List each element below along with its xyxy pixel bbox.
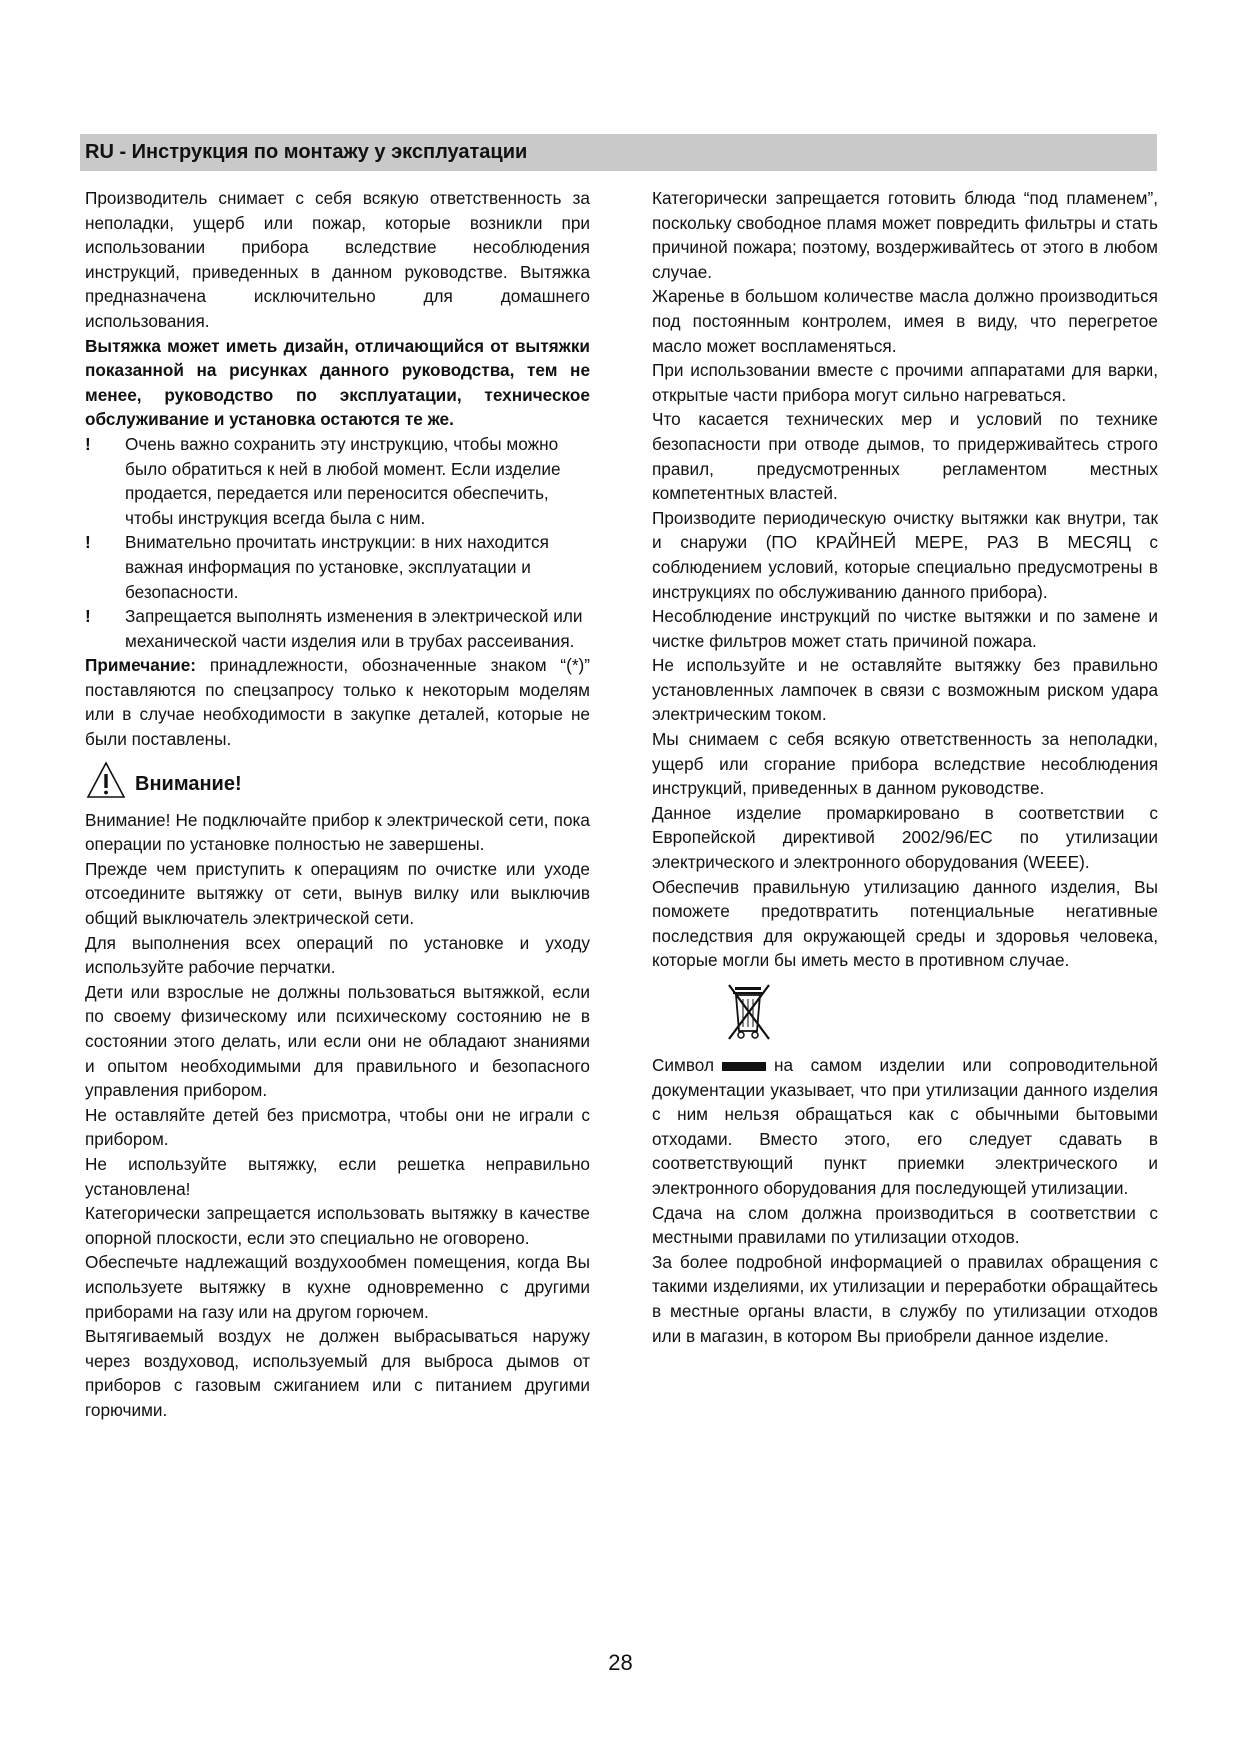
warning-paragraph: Дети или взрослые не должны пользоваться вытяжкой, если по своему физическому или психическому состоянию не в состоянии этого делать, или если они не обладают знаниями и опытом необходимыми для правильного и безопасного управления прибором. — [85, 981, 590, 1101]
exclamation-mark: ! — [85, 433, 91, 454]
symbol-paragraph — [652, 1053, 1158, 1201]
section-title: RU - Инструкция по монтажу у эксплуатации — [85, 141, 528, 163]
warning-paragraph: Внимание! Не подключайте прибор к электрической сети, пока операции по установке полностью не завершены. — [85, 809, 590, 855]
page-number: 28 — [608, 1650, 633, 1675]
black-bar-icon — [722, 1062, 766, 1071]
note-text: принадлежности, обозначенные знаком “(*)” поставляются по спецзапросу только к некоторым моделям или в случае необходимости в закупке деталей, которые не были поставлены. — [85, 655, 590, 750]
symbol-text: на самом изделии или сопроводительной документации указывает, что при утилизации данного изделия с ним нельзя обращаться как с обычными бытовыми отходами. Вместо этого, его следует сдавать в соответствующий пункт приемки электрического и электронного оборудования для последующей утилизации. — [652, 1055, 1158, 1198]
bullet-item — [85, 530, 590, 604]
bullet-item — [85, 432, 590, 530]
warning-triangle-icon — [85, 760, 127, 800]
crossed-bin-icon — [725, 983, 775, 1043]
exclamation-mark: ! — [85, 606, 91, 627]
bullet-text: Внимательно прочитать инструкции: в них находится важная информация по установке, эксплуатации и безопасности. — [125, 532, 549, 602]
warning-heading — [85, 758, 590, 808]
warning-paragraph: Не используйте вытяжку, если решетка неправильно установлена! — [85, 1153, 590, 1199]
warning-paragraph: Вытягиваемый воздух не должен выбрасываться наружу через воздуховод, используемый для выброса дымов от приборов с газовым сжиганием или с питанием другими горючими. — [85, 1326, 590, 1420]
note-paragraph — [85, 653, 590, 751]
disposal-paragraph: За более подробной информацией о правилах обращения с такими изделиями, их утилизации и переработки обращайтесь в местные органы власти, в службу по утилизации отходов или в магазин, в котором Вы приобрели данное изделие. — [652, 1251, 1158, 1346]
disposal-paragraph: Обеспечив правильную утилизацию данного изделия, Вы поможете предотвратить потенциальные негативные последствия для окружающей среды и здоровья человека, которые могли бы иметь место в противном случае. — [652, 876, 1158, 971]
safety-paragraph: Производите периодическую очистку вытяжки как внутри, так и снаружи (ПО КРАЙНЕЙ МЕРЕ, РАЗ В МЕСЯЦ с соблюдением условий, которые специально предусмотрены в инструкциях по обслуживанию данного прибора). — [652, 507, 1158, 602]
warning-paragraph: Не оставляйте детей без присмотра, чтобы они не играли с прибором. — [85, 1104, 590, 1150]
weee-paragraph: Данное изделие промаркировано в соответствии с Европейской директивой 2002/96/EC по утилизации электрического и электронного оборудования (WEEE). — [652, 802, 1158, 873]
weee-symbol — [652, 973, 1158, 1053]
disposal-paragraph: Сдача на слом должна производиться в соответствии с местными правилами по утилизации отходов. — [652, 1202, 1158, 1248]
warning-title: Внимание! — [135, 772, 242, 795]
note-label: Примечание: — [85, 655, 197, 676]
safety-paragraph: Не используйте и не оставляйте вытяжку без правильно установленных лампочек в связи с возможным риском удара электрическим током. — [652, 655, 1158, 725]
safety-paragraph: Категорически запрещается готовить блюда “под пламенем”, поскольку свободное пламя может повредить фильтры и стать причиной пожара; поэтому, воздерживайтесь от этого в любом случае. — [652, 188, 1158, 282]
bullet-text: Очень важно сохранить эту инструкцию, чтобы можно было обратиться к ней в любой момент. Если изделие продается, передается или переносится обеспечить, чтобы инструкция всегда была с ним. — [125, 433, 561, 528]
exclamation-mark: ! — [85, 532, 91, 553]
warning-paragraph: Категорически запрещается использовать вытяжку в качестве опорной плоскости, если это специально не оговорено. — [85, 1203, 590, 1248]
right-column — [652, 186, 1158, 1348]
safety-paragraph: Что касается технических мер и условий по технике безопасности при отводе дымов, то придерживайтесь строго правил, предусмотренных регламентом местных компетентных властей. — [652, 409, 1158, 504]
intro-paragraph: Производитель снимает с себя всякую ответственность за неполадки, ущерб или пожар, которые возникли при использовании прибора вследствие несоблюдения инструкций, приведенных в данном руководстве. Вытяжка предназначена исключительно для домашнего использования. — [85, 188, 590, 331]
left-column — [85, 186, 590, 1423]
safety-paragraph: Мы снимаем с себя всякую ответственность за неполадки, ущерб или сгорание прибора вследствие несоблюдения инструкций, приведенных в данном руководстве. — [652, 729, 1158, 799]
safety-paragraph: Несоблюдение инструкций по чистке вытяжки и по замене и чистке фильтров может стать причиной пожара. — [652, 606, 1158, 651]
section-header — [80, 134, 1157, 171]
design-note-paragraph: Вытяжка может иметь дизайн, отличающийся от вытяжки показанной на рисунках данного руководства, тем не менее, руководство по эксплуатации, техническое обслуживание и установка остаются те же. — [85, 335, 590, 430]
safety-paragraph: При использовании вместе с прочими аппаратами для варки, открытые части прибора могут сильно нагреваться. — [652, 360, 1158, 405]
symbol-lead: Символ — [652, 1055, 714, 1075]
warning-paragraph: Для выполнения всех операций по установке и уходу используйте рабочие перчатки. — [85, 932, 590, 978]
bullet-text: Запрещается выполнять изменения в электрической или механической части изделия или в трубах рассеивания. — [125, 606, 583, 651]
warning-paragraph: Обеспечьте надлежащий воздухообмен помещения, когда Вы используете вытяжку в кухне одновременно с другими приборами на газу или на другом горючем. — [85, 1252, 590, 1322]
bullet-item — [85, 604, 590, 653]
warning-paragraph: Прежде чем приступить к операциям по очистке или уходе отсоедините вытяжку от сети, вынув вилку или выключив общий выключатель электрической сети. — [85, 858, 590, 929]
safety-paragraph: Жаренье в большом количестве масла должно производиться под постоянным контролем, имея в виду, что перегретое масло может воспламеняться. — [652, 286, 1158, 356]
